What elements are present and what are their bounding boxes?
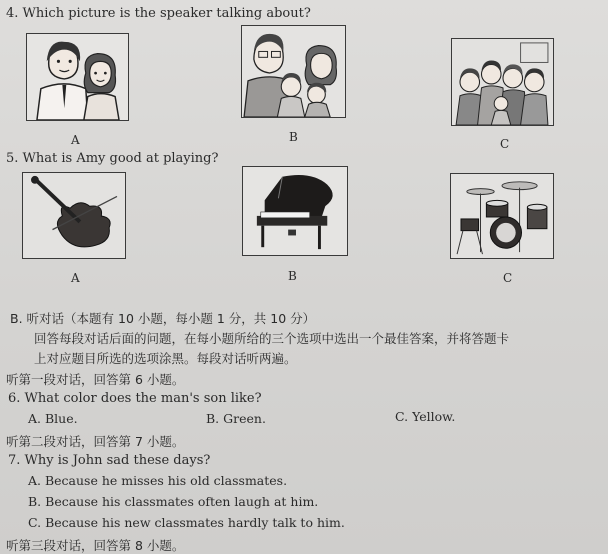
dialog-2-instruction: 听第二段对话，回答第 7 小题。: [6, 434, 185, 449]
question-5: 5. What is Amy good at playing?: [6, 151, 219, 166]
question-6: 6. What color does the man's son like?: [8, 391, 262, 406]
picture-4b-family: [241, 25, 346, 118]
option-4b-label: B: [289, 130, 298, 144]
picture-5a-violin: [22, 172, 126, 259]
question-7-option-c: C. Because his new classmates hardly talk to him.: [28, 515, 345, 530]
picture-4c-family-group: [451, 38, 554, 126]
option-4c-label: C: [500, 137, 510, 151]
section-b-instruction-2: 上对应题目所选的选项涂黑。每段对话听两遍。: [34, 351, 297, 366]
section-b-heading: B. 听对话（本题有 10 小题，每小题 1 分，共 10 分）: [10, 311, 316, 326]
dialog-3-instruction: 听第三段对话，回答第 8 小题。: [6, 538, 185, 553]
question-7: 7. Why is John sad these days?: [8, 453, 211, 468]
question-6-option-a: A. Blue.: [28, 411, 78, 426]
option-5a-label: A: [71, 271, 80, 285]
picture-5c-drums: [450, 173, 554, 259]
option-4a-label: A: [71, 133, 80, 147]
picture-5b-piano: [242, 166, 348, 256]
question-7-option-b: B. Because his classmates often laugh at him.: [28, 494, 319, 509]
question-7-option-a: A. Because he misses his old classmates.: [28, 473, 288, 488]
picture-4a-two-people: [26, 33, 129, 121]
dialog-1-instruction: 听第一段对话，回答第 6 小题。: [6, 372, 185, 387]
question-6-option-c: C. Yellow.: [395, 409, 456, 424]
option-5c-label: C: [503, 271, 513, 285]
option-5b-label: B: [288, 269, 297, 283]
question-6-option-b: B. Green.: [206, 411, 266, 426]
question-4: 4. Which picture is the speaker talking about?: [6, 6, 311, 21]
section-b-instruction-1: 回答每段对话后面的问题，在每小题所给的三个选项中选出一个最佳答案，并将答题卡: [34, 331, 510, 346]
